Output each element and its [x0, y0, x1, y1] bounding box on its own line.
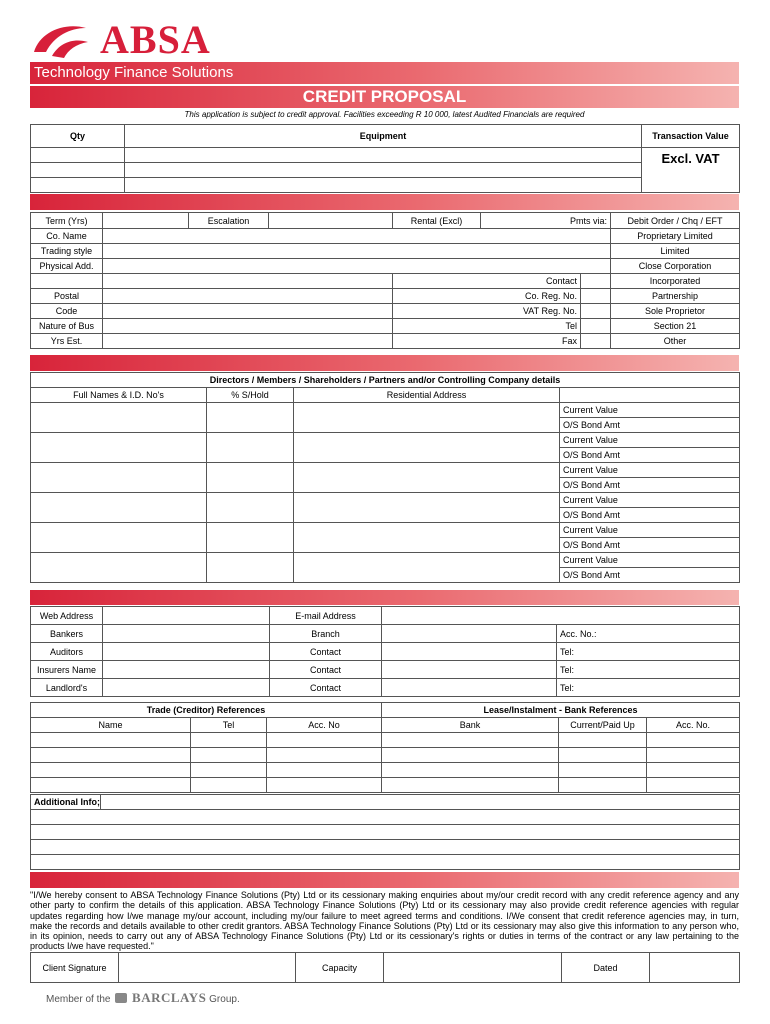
director-name-field[interactable]	[31, 463, 207, 493]
email-label: E-mail Address	[270, 607, 382, 625]
current-value-label: Current Value	[560, 463, 740, 478]
contacts-table	[30, 606, 740, 697]
director-address-field[interactable]	[294, 553, 560, 583]
tel-label[interactable]: Tel:	[557, 661, 740, 679]
residential-header: Residential Address	[294, 388, 560, 403]
directors-table	[30, 372, 740, 583]
insurers-field[interactable]	[103, 661, 270, 679]
references-table	[30, 702, 740, 793]
details-table	[30, 212, 740, 349]
contact-label: Contact	[393, 274, 581, 289]
approval-note: This application is subject to credit approval. Facilities exceeding R 10 000, latest Audited Financials are required	[184, 110, 585, 119]
dated-field[interactable]	[650, 953, 740, 983]
qty-field-2[interactable]	[31, 163, 125, 178]
equipment-header: Equipment	[125, 125, 642, 148]
table-row	[31, 748, 740, 763]
additional-info-line[interactable]	[31, 855, 740, 870]
escalation-field[interactable]	[269, 213, 393, 229]
fax-label: Fax	[393, 334, 581, 349]
equipment-field-1[interactable]	[125, 148, 642, 163]
trade-references-heading: Trade (Creditor) References	[31, 703, 382, 718]
tel-label[interactable]: Tel:	[557, 679, 740, 697]
section-divider	[30, 355, 739, 371]
additional-info-label: Additional Info;	[31, 795, 101, 810]
contact-label: Contact	[270, 643, 382, 661]
director-shold-field[interactable]	[207, 463, 294, 493]
term-field[interactable]	[103, 213, 189, 229]
code-label: Code	[31, 304, 103, 319]
auditors-label: Auditors	[31, 643, 103, 661]
pmts-via-label: Pmts via:	[481, 213, 611, 229]
equipment-field-3[interactable]	[125, 178, 642, 193]
table-row	[31, 778, 740, 793]
table-row	[31, 733, 740, 748]
bankers-field[interactable]	[103, 625, 270, 643]
capacity-label: Capacity	[296, 953, 384, 983]
director-address-field[interactable]	[294, 463, 560, 493]
landlord-contact-field[interactable]	[382, 679, 557, 697]
email-field[interactable]	[382, 607, 740, 625]
signature-table	[30, 952, 740, 983]
entity-type-option[interactable]: Partnership	[611, 289, 740, 304]
brand-name: ABSA	[100, 17, 211, 62]
landlord-label: Landlord's	[31, 679, 103, 697]
yrs-est-field[interactable]	[103, 334, 393, 349]
qty-field-3[interactable]	[31, 178, 125, 193]
insurers-contact-field[interactable]	[382, 661, 557, 679]
current-paid-header: Current/Paid Up	[559, 718, 647, 733]
web-field[interactable]	[103, 607, 270, 625]
consent-text: "I/We hereby consent to ABSA Technology Finance Solutions (Pty) Ltd or its cessionary making enquiries about my/our credit record with any credit reference agency and any other party to confirm the details of this application. ABSA Technology Finance Solutions (Pty) Ltd or its cessionary may also provide credit reference agencies with regular updates regarding how I/we manage my/our account, including my/our failure to meet agreed terms and conditions. I/We consent that credit reference agencies may, in turn, make the records and details available to other credit grantors. ABSA Technology Finance Solutions (Pty) Ltd or its cessionary may also give this information to any person who, in its opinion, needs to carry out any of ABSA Technology Finance Solutions (Pty) Ltd or its cessionary's rights or duties in terms of the contract or any law pertaining to the products I/we have requested."	[30, 890, 739, 952]
entity-type-option[interactable]: Incorporated	[611, 274, 740, 289]
director-address-field[interactable]	[294, 523, 560, 553]
bond-amt-label: O/S Bond Amt	[560, 568, 740, 583]
co-name-field[interactable]	[103, 229, 611, 244]
division-name: Technology Finance Solutions	[34, 64, 234, 81]
trading-style-label: Trading style	[31, 244, 103, 259]
additional-info-table	[30, 794, 740, 870]
acc-no-header: Acc. No.	[647, 718, 740, 733]
member-of-text: Member of the	[46, 994, 111, 1005]
director-name-field[interactable]	[31, 493, 207, 523]
table-row	[31, 763, 740, 778]
web-label: Web Address	[31, 607, 103, 625]
absa-logo	[30, 16, 240, 64]
co-name-label: Co. Name	[31, 229, 103, 244]
term-label: Term (Yrs)	[31, 213, 103, 229]
current-value-label: Current Value	[560, 433, 740, 448]
bankers-label: Bankers	[31, 625, 103, 643]
tel-label: Tel	[393, 319, 581, 334]
bond-amt-label: O/S Bond Amt	[560, 478, 740, 493]
equipment-field-2[interactable]	[125, 163, 642, 178]
title-bar	[30, 86, 739, 108]
division-banner	[30, 62, 739, 84]
landlord-field[interactable]	[103, 679, 270, 697]
additional-info-line[interactable]	[31, 810, 740, 825]
entity-type-option[interactable]: Limited	[611, 244, 740, 259]
escalation-label: Escalation	[189, 213, 269, 229]
entity-type-option[interactable]: Sole Proprietor	[611, 304, 740, 319]
director-shold-field[interactable]	[207, 553, 294, 583]
contact-label: Contact	[270, 661, 382, 679]
physical-add-label: Physical Add.	[31, 259, 103, 274]
directors-heading: Directors / Members / Shareholders / Partners and/or Controlling Company details	[31, 373, 740, 388]
yrs-est-label: Yrs Est.	[31, 334, 103, 349]
director-shold-field[interactable]	[207, 433, 294, 463]
current-value-label: Current Value	[560, 553, 740, 568]
bond-amt-label: O/S Bond Amt	[560, 448, 740, 463]
barclays-eagle-icon	[115, 993, 127, 1003]
page-title: CREDIT PROPOSAL	[302, 87, 467, 106]
excl-vat-label: Excl. VAT	[642, 148, 740, 193]
bank-header: Bank	[382, 718, 559, 733]
code-field[interactable]	[103, 304, 393, 319]
bond-amt-label: O/S Bond Amt	[560, 508, 740, 523]
physical-add-field[interactable]	[103, 259, 611, 274]
nature-field[interactable]	[103, 319, 393, 334]
additional-info-field[interactable]	[101, 795, 740, 810]
director-name-field[interactable]	[31, 433, 207, 463]
acc-no-header: Acc. No	[267, 718, 382, 733]
dated-label: Dated	[562, 953, 650, 983]
payment-method-label: Debit Order / Chq / EFT	[611, 213, 740, 229]
section-divider	[30, 590, 739, 605]
postal-field[interactable]	[103, 289, 393, 304]
nature-label: Nature of Bus	[31, 319, 103, 334]
entity-type-option[interactable]: Close Corporation	[611, 259, 740, 274]
section-divider	[30, 872, 739, 888]
postal-label: Postal	[31, 289, 103, 304]
qty-field-1[interactable]	[31, 148, 125, 163]
branch-field[interactable]	[382, 625, 557, 643]
tel-label[interactable]: Tel:	[557, 643, 740, 661]
bond-amt-label: O/S Bond Amt	[560, 538, 740, 553]
director-address-field[interactable]	[294, 493, 560, 523]
full-names-header: Full Names & I.D. No's	[31, 388, 207, 403]
name-header: Name	[31, 718, 191, 733]
shold-header: % S/Hold	[207, 388, 294, 403]
equipment-table	[30, 124, 740, 193]
trading-style-field[interactable]	[103, 244, 611, 259]
vat-reg-label: VAT Reg. No.	[393, 304, 581, 319]
barclays-brand: BARCLAYS	[132, 990, 207, 1005]
additional-info-line[interactable]	[31, 840, 740, 855]
qty-header: Qty	[31, 125, 125, 148]
rental-label: Rental (Excl)	[393, 213, 481, 229]
physical-add-field-2[interactable]	[103, 274, 393, 289]
transaction-value-header: Transaction Value	[642, 125, 740, 148]
director-address-field[interactable]	[294, 433, 560, 463]
insurers-label: Insurers Name	[31, 661, 103, 679]
director-name-field[interactable]	[31, 553, 207, 583]
director-shold-field[interactable]	[207, 403, 294, 433]
bond-amt-label: O/S Bond Amt	[560, 418, 740, 433]
director-name-field[interactable]	[31, 523, 207, 553]
client-signature-label: Client Signature	[31, 953, 119, 983]
entity-type-option[interactable]: Section 21	[611, 319, 740, 334]
co-reg-field[interactable]	[581, 289, 611, 304]
section-divider	[30, 194, 739, 210]
co-reg-label: Co. Reg. No.	[393, 289, 581, 304]
group-text: Group.	[209, 994, 240, 1005]
contact-label: Contact	[270, 679, 382, 697]
contact-field[interactable]	[581, 274, 611, 289]
vat-reg-field[interactable]	[581, 304, 611, 319]
absa-swirl-icon	[30, 18, 94, 62]
current-value-label: Current Value	[560, 493, 740, 508]
branch-label: Branch	[270, 625, 382, 643]
director-name-field[interactable]	[31, 403, 207, 433]
acc-no-label[interactable]: Acc. No.:	[557, 625, 740, 643]
entity-type-option[interactable]: Proprietary Limited	[611, 229, 740, 244]
current-value-label: Current Value	[560, 403, 740, 418]
additional-info-line[interactable]	[31, 825, 740, 840]
fax-field[interactable]	[581, 334, 611, 349]
auditors-field[interactable]	[103, 643, 270, 661]
client-signature-field[interactable]	[119, 953, 296, 983]
lease-references-heading: Lease/Instalment - Bank References	[382, 703, 740, 718]
tel-field[interactable]	[581, 319, 611, 334]
entity-type-option[interactable]: Other	[611, 334, 740, 349]
current-value-label: Current Value	[560, 523, 740, 538]
auditors-contact-field[interactable]	[382, 643, 557, 661]
tel-header: Tel	[191, 718, 267, 733]
capacity-field[interactable]	[384, 953, 562, 983]
director-shold-field[interactable]	[207, 523, 294, 553]
director-address-field[interactable]	[294, 403, 560, 433]
barclays-group-footer	[46, 990, 240, 1006]
director-shold-field[interactable]	[207, 493, 294, 523]
